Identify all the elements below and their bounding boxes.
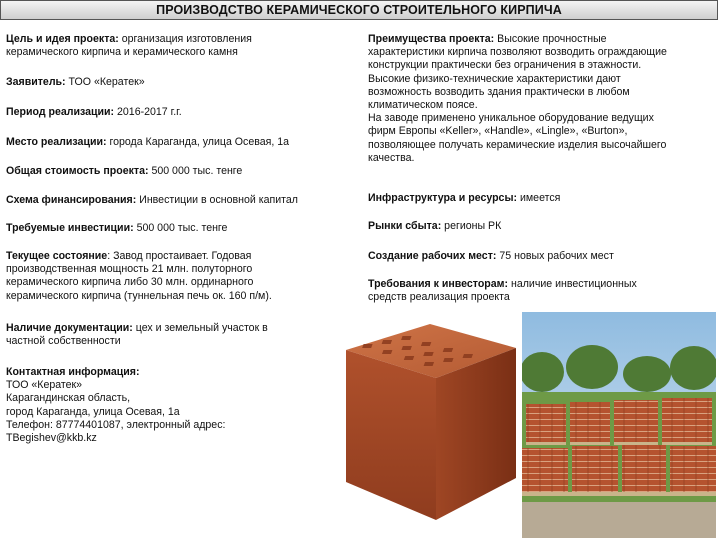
pallets-illustration — [522, 312, 716, 538]
infrastructure-block — [368, 192, 708, 205]
docs-block — [6, 322, 336, 348]
brick-side-face — [436, 348, 516, 520]
investment-value: 500 000 тыс. тенге — [133, 222, 228, 234]
advantages-line-5: возможность возводить здания практически в любом — [368, 85, 630, 98]
advantages-line-4: Высокие физико-технические характеристики дают — [368, 72, 621, 85]
advantages-line-8: фирм Европы «Keller», «Handle», «Lingle», «Burton», — [368, 125, 628, 138]
applicant-block — [6, 76, 336, 89]
investment-block — [6, 222, 336, 235]
contact-block — [6, 366, 336, 445]
requirements-line-2: средств реализация проекта — [368, 291, 510, 304]
cost-value: 500 000 тыс. тенге — [148, 165, 243, 177]
cost-label: Общая стоимость проекта: — [6, 165, 149, 177]
status-line-2: производственная мощность 21 млн. полуторного — [6, 263, 253, 276]
contact-phone: Телефон: 87774401087, электронный адрес: — [6, 418, 226, 431]
status-line-1: : Завод простаивает. Годовая — [107, 250, 252, 262]
requirements-block — [368, 278, 708, 304]
docs-line-2: частной собственности — [6, 335, 121, 348]
jobs-value: 75 новых рабочих мест — [496, 250, 614, 262]
page-title: ПРОИЗВОДСТВО КЕРАМИЧЕСКОГО СТРОИТЕЛЬНОГО КИРПИЧА — [0, 0, 718, 20]
requirements-line-1: наличие инвестиционных — [508, 278, 637, 290]
jobs-block — [368, 250, 708, 263]
pallets-photo — [522, 312, 716, 538]
contact-company: ТОО «Кератек» — [6, 379, 83, 392]
goal-block — [6, 33, 336, 59]
advantages-line-7: На заводе применено уникальное оборудование ведущих — [368, 112, 654, 125]
period-value: 2016-2017 г.г. — [114, 106, 182, 118]
location-value: города Караганда, улица Осевая, 1а — [106, 136, 290, 148]
contact-label: Контактная информация: — [6, 366, 140, 378]
applicant-value: ТОО «Кератек» — [65, 76, 145, 88]
advantages-line-3: конструкции практически без ограничения в этажности. — [368, 59, 642, 72]
status-label: Текущее состояние — [6, 250, 108, 262]
advantages-line-1: Высокие прочностные — [494, 33, 607, 45]
location-label: Место реализации: — [6, 136, 107, 148]
status-block — [6, 250, 336, 303]
requirements-label: Требования к инвесторам: — [368, 278, 509, 290]
applicant-label: Заявитель: — [6, 76, 66, 88]
goal-value-2: керамического кирпича и керамического камня — [6, 46, 238, 59]
advantages-label: Преимущества проекта: — [368, 33, 495, 45]
location-block — [6, 136, 336, 149]
contact-region: Карагандинская область, — [6, 392, 131, 405]
status-line-4: керамического кирпича (туннельная печь ок. 160 п/м). — [6, 289, 272, 302]
jobs-label: Создание рабочих мест: — [368, 250, 497, 262]
markets-value: регионы РК — [441, 220, 502, 232]
goal-label: Цель и идея проекта: — [6, 33, 119, 45]
financing-value: Инвестиции в основной капитал — [136, 194, 298, 206]
infrastructure-label: Инфраструктура и ресурсы: — [368, 192, 518, 204]
cost-block — [6, 165, 336, 178]
period-label: Период реализации: — [6, 106, 115, 118]
advantages-line-10: качества. — [368, 151, 415, 164]
markets-block — [368, 220, 708, 233]
docs-line-1: цех и земельный участок в — [132, 322, 268, 334]
financing-block — [6, 194, 336, 207]
advantages-line-2: характеристики кирпича позволяют возводить ограждающие — [368, 46, 667, 59]
status-line-3: керамического кирпича либо 30 млн. ординарного — [6, 276, 254, 289]
advantages-line-6: климатическом поясе. — [368, 99, 478, 112]
contact-email[interactable]: TBegishev@kkb.kz — [6, 432, 97, 445]
infrastructure-value: имеется — [517, 192, 561, 204]
goal-value-1: организация изготовления — [118, 33, 252, 45]
docs-label: Наличие документации: — [6, 322, 133, 334]
road — [522, 502, 716, 538]
markets-label: Рынки сбыта: — [368, 220, 442, 232]
advantages-line-9: позволяющее получать керамические изделия высочайшего — [368, 138, 667, 151]
contact-address: город Караганда, улица Осевая, 1а — [6, 405, 180, 418]
brick-front-face — [346, 350, 436, 520]
brick-illustration — [340, 310, 520, 540]
advantages-block — [368, 33, 708, 165]
investment-label: Требуемые инвестиции: — [6, 222, 134, 234]
brick-photo — [340, 310, 520, 540]
financing-label: Схема финансирования: — [6, 194, 137, 206]
period-block — [6, 106, 336, 119]
